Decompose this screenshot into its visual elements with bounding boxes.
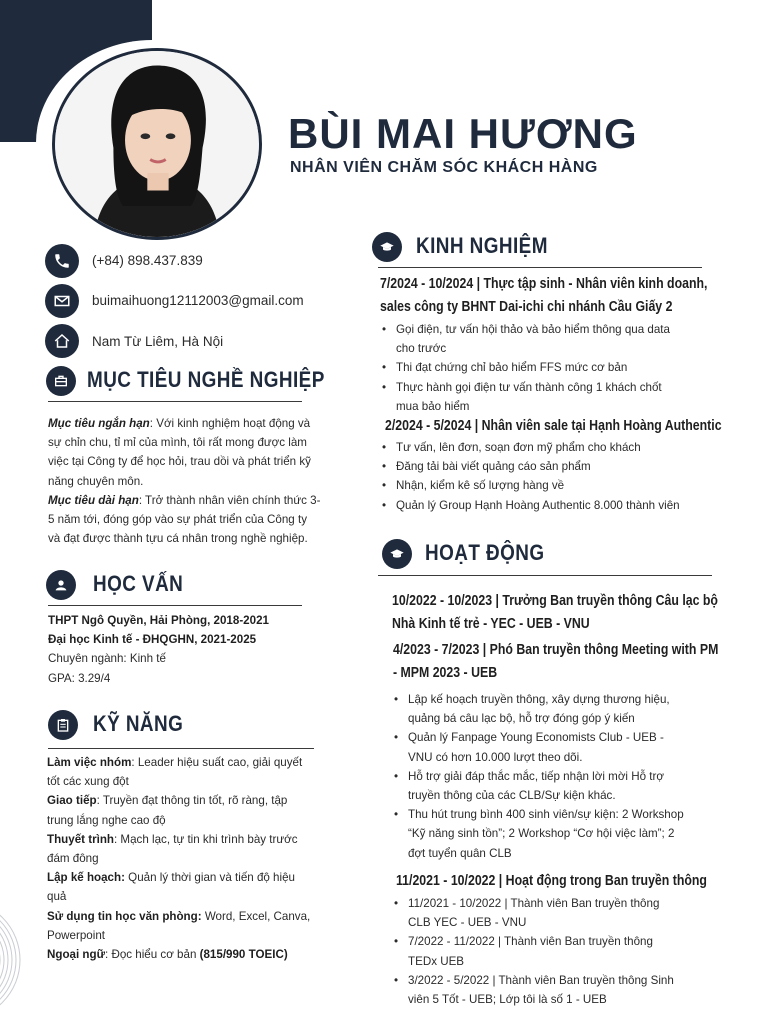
- school-2: Đại học Kinh tế - ĐHQGHN, 2021-2025: [48, 633, 257, 647]
- graduation-cap-icon: [372, 232, 402, 262]
- job-2-title: 2/2024 - 5/2024 | Nhân viên sale tại Hạnh Hoàng Authentic: [385, 418, 722, 434]
- list-item: • 11/2021 - 10/2022 | Thành viên Ban truyền thông CLB YEC - UEB - VNU: [392, 894, 734, 932]
- skills-divider: [48, 748, 314, 749]
- activity-3-title: 11/2021 - 10/2022 | Hoạt động trong Ban truyền thông: [396, 873, 707, 889]
- experience-divider: [378, 267, 702, 268]
- list-item: • Tư vấn, lên đơn, soạn đơn mỹ phẩm cho khách: [380, 438, 740, 457]
- list-item: • 3/2022 - 5/2022 | Thành viên Ban truyền thông Sinh viên 5 Tốt - UEB; Lớp tôi là số 1 - UEB: [392, 971, 734, 1009]
- candidate-name: BÙI MAI HƯƠNG: [288, 110, 638, 157]
- list-item: • 7/2022 - 11/2022 | Thành viên Ban truyền thông TEDx UEB: [392, 932, 734, 970]
- clipboard-icon: [48, 710, 78, 740]
- phone-icon: [45, 244, 79, 278]
- list-item: • Hỗ trợ giải đáp thắc mắc, tiếp nhận lời mời Hỗ trợ truyền thông của các CLB/Sự kiện khác.: [392, 767, 730, 805]
- job-2-bullets: [380, 438, 740, 515]
- experience-title: KINH NGHIỆM: [416, 233, 548, 258]
- job-1-bullets: [380, 320, 730, 416]
- activity-3-bullets: [392, 894, 734, 1009]
- graduation-cap-icon: [382, 539, 412, 569]
- activity-2-title: 4/2023 - 7/2023 | Phó Ban truyền thông Meeting with PM - MPM 2023 - UEB: [393, 642, 719, 681]
- user-icon: [46, 570, 76, 600]
- activity-2-bullets: [392, 690, 730, 863]
- objective-title: MỤC TIÊU NGHỀ NGHIỆP: [87, 367, 325, 392]
- list-item: • Thu hút trung bình 400 sinh viên/sự kiện: 2 Workshop “Kỹ năng sinh tồn”; 2 Workshop “Cơ hội việc làm”; 2 đợt tuyển quân CLB: [392, 805, 730, 863]
- list-item: • Nhận, kiểm kê số lượng hàng về: [380, 476, 740, 495]
- education-list: [48, 611, 354, 688]
- list-item: • Quản lý Fanpage Young Economists Club - UEB - VNU có hơn 10.000 lượt theo dõi.: [392, 728, 730, 766]
- gpa: GPA: 3.29/4: [48, 671, 111, 685]
- home-address: Nam Từ Liêm, Hà Nội: [92, 334, 224, 349]
- candidate-role: NHÂN VIÊN CHĂM SÓC KHÁCH HÀNG: [290, 159, 598, 176]
- home-icon: [45, 324, 79, 358]
- school-1: THPT Ngô Quyền, Hải Phòng, 2018-2021: [48, 614, 269, 627]
- activities-divider: [378, 575, 712, 576]
- portrait-illustration: [55, 51, 259, 237]
- list-item: • Lập kế hoạch truyền thông, xây dựng thương hiệu, quảng bá câu lạc bộ, hỗ trợ đóng góp ý kiến: [392, 690, 730, 728]
- objective-divider: [48, 401, 302, 402]
- major: Chuyên ngành: Kinh tế: [48, 652, 166, 666]
- list-item: • Gọi điện, tư vấn hội thảo và bảo hiểm thông qua data cho trước: [380, 320, 730, 358]
- objective-text: Mục tiêu ngắn hạn: Với kinh nghiệm hoạt động và sự chỉn chu, tỉ mỉ của mình, tôi rất mong được làm việc tại Công ty để học hỏi, trau dồi và phát triển kỹ năng chuyên môn. Mục tiêu dài hạn: Trở thành nhân viên chính thức 3- 5 năm tới, đóng góp vào sự phát triển của Công ty và đạt được thành tựu cá nhân trong nghề nghiệp.: [48, 417, 321, 546]
- skills-list: Làm việc nhóm: Leader hiệu suất cao, giải quyết tốt các xung đột Giao tiếp: Truyền đạt thông tin tốt, rõ ràng, tập trung lắng nghe cao độ Thuyết trình: Mạch lạc, tự tin khi trình bày trước đám đông Lập kế hoạch: Quản lý thời gian và tiến độ hiệu quả Sử dụng tin học văn phòng: Word, Excel, Canva, Powerpoint Ngoại ngữ: Đọc hiểu cơ bản (815/990 TOEIC): [47, 756, 311, 962]
- activities-title: HOẠT ĐỘNG: [425, 540, 545, 565]
- skills-title: KỸ NĂNG: [93, 711, 184, 736]
- list-item: • Quản lý Group Hạnh Hoàng Authentic 8.000 thành viên: [380, 496, 740, 515]
- briefcase-icon: [46, 366, 76, 396]
- decorative-arcs: [0, 890, 30, 1024]
- phone-number[interactable]: (+84) 898.437.839: [92, 253, 203, 268]
- job-1-title: 7/2024 - 10/2024 | Thực tập sinh - Nhân viên kinh doanh, sales công ty BHNT Dai-ichi chi nhánh Cầu Giấy 2: [380, 276, 708, 315]
- list-item: • Thực hành gọi điện tư vấn thành công 1 khách chốt mua bảo hiểm: [380, 378, 730, 416]
- profile-photo: [52, 48, 262, 240]
- activity-1-title: 10/2022 - 10/2023 | Trưởng Ban truyền thông Câu lạc bộ Nhà Kinh tế trẻ - YEC - UEB - VNU: [392, 593, 718, 632]
- email-address[interactable]: buimaihuong12112003@gmail.com: [92, 293, 304, 308]
- education-divider: [48, 605, 302, 606]
- list-item: • Thi đạt chứng chỉ bảo hiểm FFS mức cơ bản: [380, 358, 730, 377]
- envelope-icon: [45, 284, 79, 318]
- list-item: • Đăng tải bài viết quảng cáo sản phẩm: [380, 457, 740, 476]
- education-title: HỌC VẤN: [93, 571, 184, 596]
